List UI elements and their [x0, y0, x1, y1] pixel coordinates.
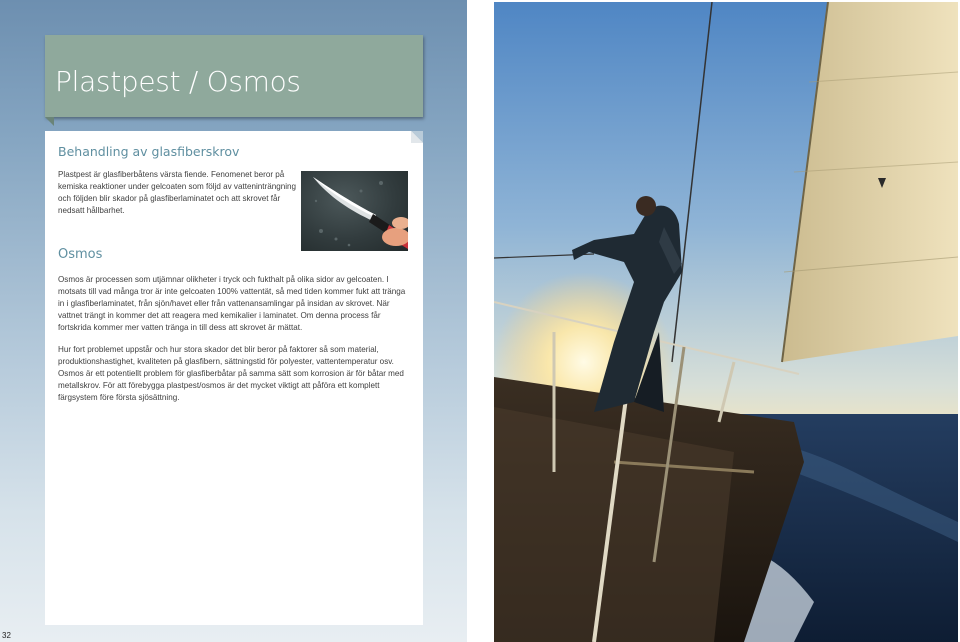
page-number: 32 [2, 631, 11, 640]
intro-paragraph: Plastpest är glasfiberbåtens värsta fiende. Fenomenet beror på kemiska reaktioner under gelcoaten som följd av vatteninträngning och följden blir skador på glasfiberlaminatet och att skrovet får nedsatt hållbarhet. [58, 170, 297, 215]
knife-photo [301, 171, 408, 251]
knife-illustration [301, 171, 408, 251]
osmos-paragraph: Osmos är processen som utjämnar olikheter i tryck och fukthalt på olika sidor av gelcoaten. I motsats till vad många tror är inte gelcoaten 100% vattentät, så med tiden kommer fukt att tränga in i glasfiberlaminatet, från sjön/havet eller från vattenansamlingar på insidan av skrovet. När vattnet trängt in kommer det att reagera med kemikalier i laminatet. Om denna process får fortskrida kommer mer vatten tränga in till dess att skrovet är mättat. [58, 275, 406, 332]
left-page [0, 0, 467, 642]
factors-paragraph: Hur fort problemet uppstår och hur stora skador det blir beror på faktorer så som material, produktionshastighet, kvaliteten på glasfibern, sättningstid för polyester, vattentemperatur osv. Osmos är ett potentiellt problem för glasfiberbåtar på samma sätt som korrosion är för båtar med metallskrov. För att förebygga plastpest/osmos är det mycket viktigt att påföra ett komplett färgsystem före första sjösättning. [58, 345, 404, 402]
sailing-photo [494, 2, 958, 642]
page-title: Plastpest / Osmos [55, 65, 301, 98]
heading-behandling: Behandling av glasfiberskrov [58, 144, 240, 159]
content-card [45, 131, 423, 625]
heading-osmos: Osmos [58, 247, 103, 262]
title-banner [45, 35, 423, 117]
sailboat-illustration [494, 2, 958, 642]
